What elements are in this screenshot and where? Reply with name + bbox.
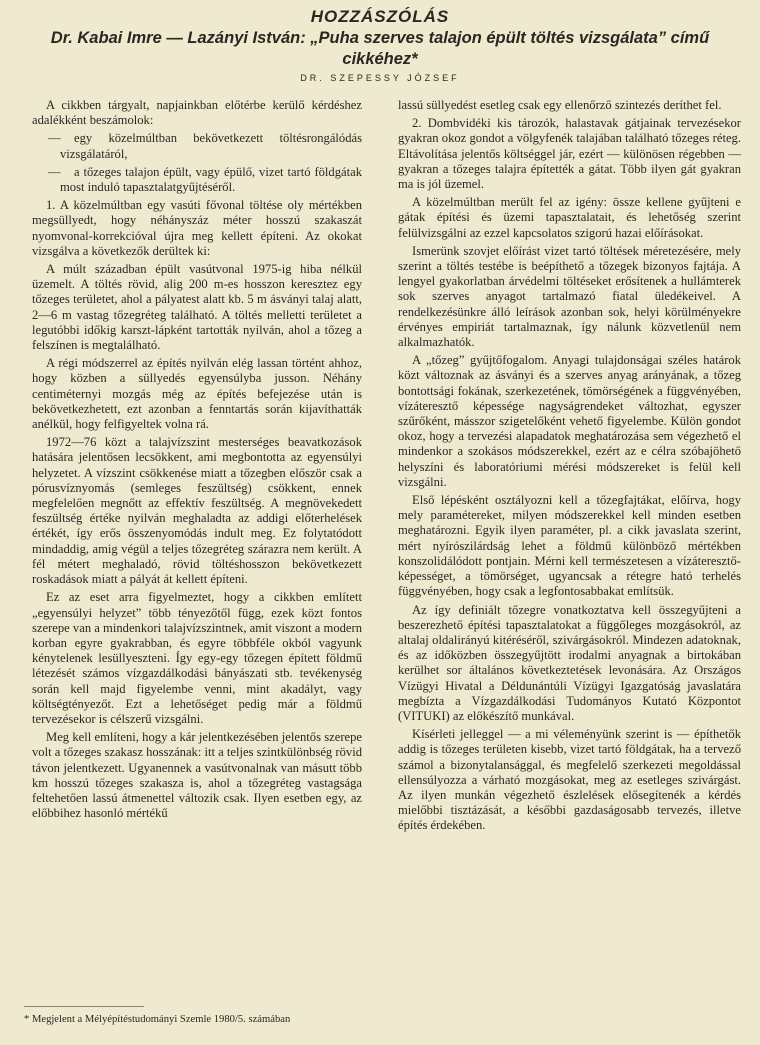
- paragraph: Meg kell említeni, hogy a kár jelentkezésében jelentős szerepe volt a tőzeges szakasz hosszának: itt a teljes szintkülönbség rövid távon jelentkezett. Ugyanennek a vasútvonalnak van másutt több km hosszú tőzeges szakasza is, ahol a tőzegréteg vastagsága feltehetően lassú átmenettel változik csak. Ilyen esetben egy, az előbbihez hasonló mértékű: [32, 730, 362, 821]
- right-column: [398, 98, 741, 837]
- paragraph: A közelmúltban merült fel az igény: össze kellene gyűjteni e gátak építési és üzemi tapasztalatait, és lehetőség szerint felülvizsgálni az ezzel kapcsolatos szigorú hazai előírásokat.: [398, 195, 741, 240]
- paragraph: Első lépésként osztályozni kell a tőzegfajtákat, előírva, hogy mely paramétereket, milyen módszerekkel kell minden esetben meghatározni. Egyik ilyen paraméter, pl. a cikk javaslata szerint, mért nyírószilárdság lehet a földmű különböző mértékben konszolidálódott pontjain. Mérni kell természetesen a vízáteresztő-képességet, a tömörséget, ugyancsak a rétegre ható terhelés függvényében, hogy csak a legfontosabbakat említsük.: [398, 493, 741, 599]
- dash-item-text: egy közelmúltban bekövetkezett töltésrongálódás vizsgálatáról,: [60, 131, 362, 161]
- left-column: [32, 98, 362, 824]
- article-subtitle: Dr. Kabai Imre — Lazányi István: „Puha szerves talajon épült töltés vizsgálata” című cikkéhez*: [50, 29, 710, 68]
- paragraph: Az így definiált tőzegre vonatkoztatva kell összegyűjteni a beszerezhető építési tapasztalatokat a függőleges mozgásokról, az altalaj oldalirányú kitéréséről, szivárgásokról. Mindezen adatoknak, és az időközben összegyűjtött irodalmi anyagnak a birtokában kerülhet sor általános következtetések levonására. Az Országos Vízügyi Hivatal a Déldunántúli Vízügyi Igazgatóság javaslatára megbízta a Vízgazdálkodási Tudományos Kutató Központot (VITUKI) az előkészítő munkával.: [398, 602, 741, 723]
- paragraph: lassú süllyedést esetleg csak egy ellenőrző szintezés deríthet fel.: [398, 98, 722, 112]
- paragraph: A múlt században épült vasútvonal 1975-ig hiba nélkül üzemelt. A töltés rövid, alig 200 m-es hosszon keresztez egy tőzeges területet, ahol a pályatest alatt kb. 5 m ásványi talaj alatt, 2—6 m vastag tőzegréteg található. A töltés melletti területet a legutóbbi időkig karszt-lápként tartották nyilván, ahol a tőzeg a felszínen is megtalálható.: [32, 262, 362, 353]
- dash-mark: —: [48, 131, 61, 146]
- paragraph: 1972—76 közt a talajvízszint mesterséges beavatkozások hatására jelentősen lecsökkent, ami megbontotta az egyensúlyi helyzetet. A vízszint csökkenése miatt a tőzegben először csak a pórusvíznyomás (semleges feszültség) csökkent, ennek megfelelően megnőtt az effektív feszültség. A megnövekedett feszültség értéke nyilván meghaladta az addigi előterhelések értékét, így erős összenyomódás indult meg. Ez folytatódott mindaddig, amig végül a teljes tőzegréteg szárazra nem került. A fél métert meghaladó, rövid töltéshosszon bekövetkezett roskadások miatt a pályát át kellett építeni.: [32, 435, 362, 587]
- footnote-divider: [24, 1006, 144, 1007]
- footnote: * Megjelent a Mélyépítéstudományi Szemle 1980/5. számában: [24, 1014, 291, 1025]
- dash-item-text: a tőzeges talajon épült, vagy épülő, vizet tartó földgátak most induló tapasztalatgyűjtéséről.: [60, 164, 362, 195]
- dash-mark: —: [48, 164, 61, 179]
- paragraph: Kísérleti jelleggel — a mi véleményünk szerint is — építhetők addig is tőzeges területen kisebb, vizet tartó földgátak, ha a tervező számol a bizonytalansággal, és megfelelő szerkezeti megoldással ellensúlyozza a várható mozgásokat, meg az esetleges szivárgást. Az ilyen munkán végezhető észlelések elősegítenék a kérdés mielőbbi tisztázását, a későbbi gazdaságosabb tervezés, illetve építés érdekében.: [398, 727, 741, 833]
- article-header: [0, 6, 760, 83]
- paragraph: Ez az eset arra figyelmeztet, hogy a cikkben említett „egyensúlyi helyzet” több tényezőtől függ, ezek közt fontos szerepe van a mindenkori talajvízszintnek, amit viszont a modern korban egyre gyakrabban, és egyre többféle okból vagyunk kénytelenek lesüllyeszteni. Így egy-egy tőzegen épített földmű létezését számos vízgazdálkodási bányászati stb. tevékenység során kell majd figyelembe venni, mint akadályt, vagy költségtényezőt. Ezt a lehetőséget pedig már a földmű tervezésekor is célszerű vizsgálni.: [32, 590, 362, 726]
- dash-item: [32, 165, 362, 195]
- paragraph: Ismerünk szovjet előírást vizet tartó töltések méretezésére, mely szerint a töltés testébe is beépíthető a tőzegek bizonyos fajtája. A lengyel gyakorlatban árvédelmi töltéseket erősítenek a hullámterek sok szerves anyagot tartalmazó fiatal üledékeivel. A rendelkezésünkre álló leírások azonban sok, helyi körülményekre érvényes empiriát tartalmaznak, így nálunk közvetlenül nem alkalmazhatók.: [398, 243, 741, 350]
- paragraph: A „tőzeg” gyűjtőfogalom. Anyagi tulajdonságai széles határok közt változnak az ásványi és a szerves anyag arányának, a tőzeg bontottsági fokának, szerkezetének, tömörségének a függvényében, vízáteresztő képessége nagyságrendeket változhat, egyszer szűrőként, másszor szigetelőként vehető figyelembe. Külön gondot okoz, hogy a tervezési alapadatok meghatározása sem végezhető el mindenkor a szokásos módszerekkel, ezért az e célra szóbajöhető helyszíni és laboratóriumi mérési módszereket is felül kell vizsgálni.: [398, 353, 741, 489]
- author-name: DR. SZEPESSY JÓZSEF: [300, 73, 460, 83]
- dash-item: [32, 131, 362, 161]
- paragraph: 1. A közelmúltban egy vasúti fővonal töltése oly mértékben megsüllyedt, hogy néhányszáz méter hosszú szakaszát nyomvonal-korrekcióval újra meg kellett építeni. Az okokat vizsgálva a következők derültek ki:: [32, 198, 362, 258]
- article-title: HOZZÁSZÓLÁS: [310, 7, 450, 26]
- paragraph: A régi módszerrel az építés nyilván elég lassan történt ahhoz, hogy közben a süllyedés egyensúlyba jusson. Néhány centiméternyi mozgás még az építés befejezése után is bekövetkezhetett, ezt azonban a fenntartás során kijavíthatták anélkül, hogy felfigyeltek volna rá.: [32, 356, 362, 432]
- intro-paragraph: A cikkben tárgyalt, napjainkban előtérbe kerülő kérdéshez adalékként beszámolok:: [32, 98, 362, 128]
- paragraph: 2. Dombvidéki kis tározók, halastavak gátjainak tervezésekor gyakran okoz gondot a völgyfenék talajában található tőzeges réteg. Eltávolítása jelentős költséggel jár, ezért — különösen régebben — gyakran a tőzeges talajra építették a gátat. Több ilyen gát gyakran ma is jól üzemel.: [398, 116, 741, 192]
